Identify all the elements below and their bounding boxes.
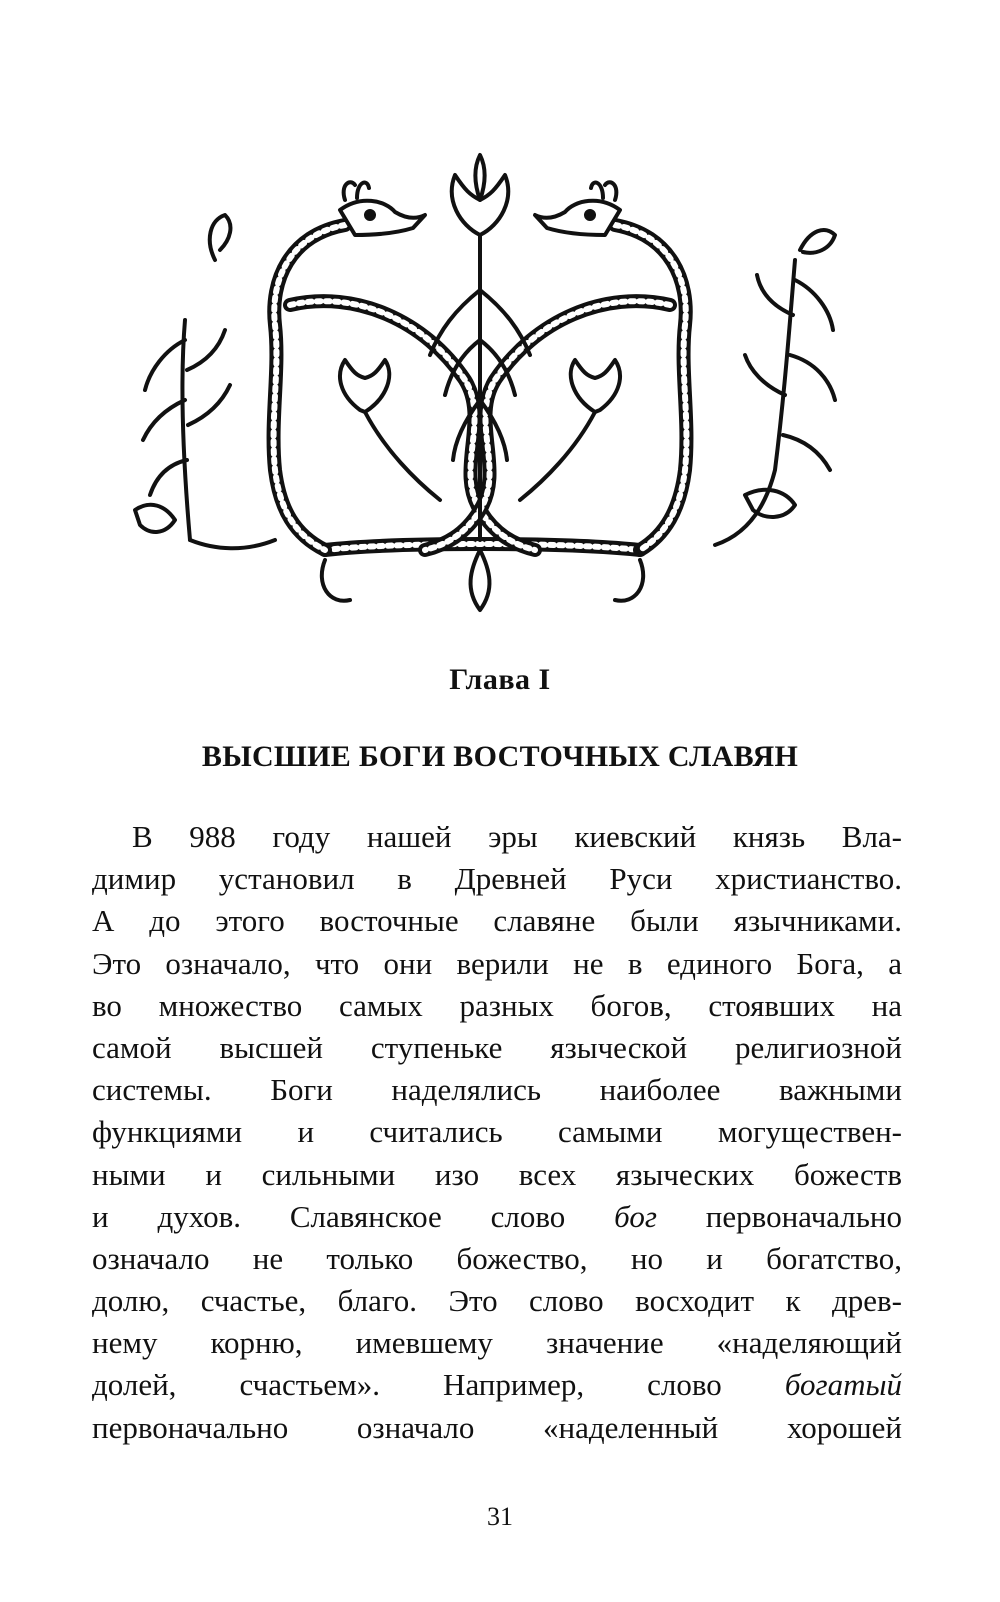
- text-line: во множество самых разных богов, стоявших на: [92, 987, 902, 1023]
- text-line: нему корню, имевшему значение «наделяющий: [92, 1325, 902, 1361]
- text-line: В 988 году нашей эры киевский князь Вла-: [132, 819, 902, 854]
- chapter-label: Глава I: [449, 663, 551, 696]
- body-text: [92, 816, 902, 1449]
- text-line: системы. Боги наделялись наиболее важными: [92, 1072, 902, 1108]
- text-line: долей, счастьем». Например, слово богатый: [92, 1367, 902, 1403]
- text-line: А до этого восточные славяне были язычниками.: [92, 903, 902, 939]
- text-line: функциями и считались самыми могуществен-: [92, 1114, 902, 1150]
- italic-term: бог: [614, 1198, 657, 1234]
- text-line: Это означало, что они верили не в единого Бога, а: [92, 945, 902, 981]
- page-number: 31: [487, 1502, 513, 1531]
- text-line: означало не только божество, но и богатство,: [92, 1240, 902, 1276]
- text-line: ными и сильными изо всех языческих божеств: [92, 1156, 902, 1192]
- text-line: самой высшей ступеньке языческой религиозной: [92, 1029, 902, 1065]
- ornament-icon: [95, 140, 865, 625]
- text-line: и духов. Славянское слово бог первоначально: [92, 1198, 903, 1234]
- text-line: первоначально означало «наделенный хорошей: [92, 1409, 902, 1445]
- text-line: долю, счастье, благо. Это слово восходит к древ-: [92, 1283, 902, 1319]
- chapter-title: ВЫСШИЕ БОГИ ВОСТОЧНЫХ СЛАВЯН: [201, 740, 799, 773]
- italic-term: богатый: [784, 1367, 902, 1403]
- text-line: димир установил в Древней Руси христианство.: [92, 861, 902, 897]
